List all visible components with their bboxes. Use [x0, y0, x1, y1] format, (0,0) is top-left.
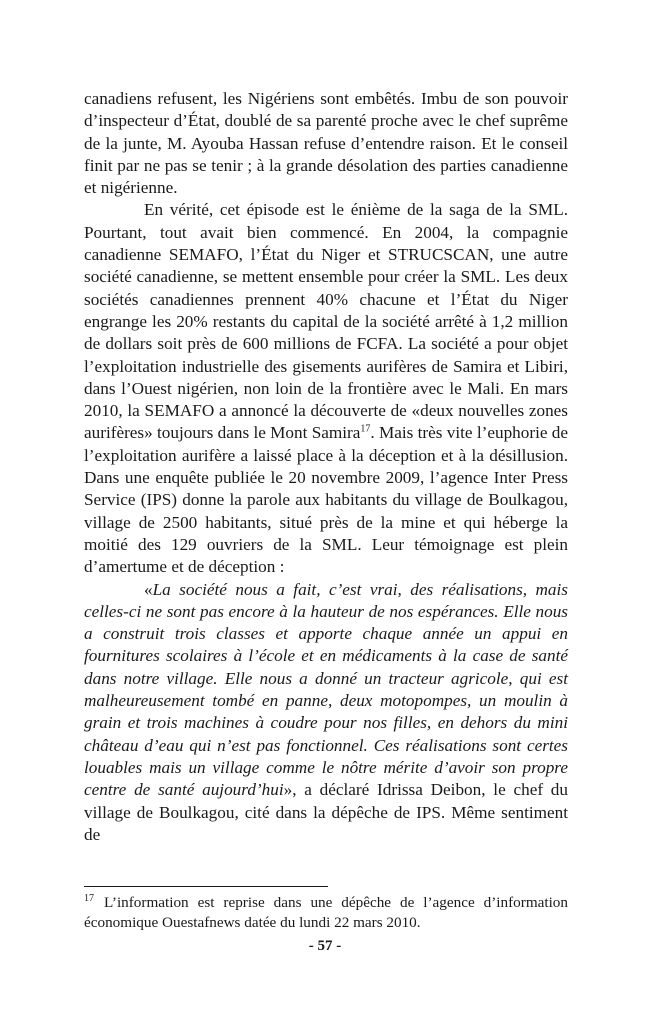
- paragraph-3-text: », a déclaré Idrissa Deibon, le chef du village de Boulkagou, cité dans la dépêche de IPS. Même sentiment de: [84, 780, 568, 844]
- footnote-number: 17: [84, 892, 94, 904]
- footnote-text: L’information est reprise dans une dépêche de l’agence d’information économique Ouestafnews datée du lundi 22 mars 2010.: [84, 894, 568, 931]
- paragraph-2-text-b: . Mais très vite l’euphorie de l’exploitation aurifère a laissé place à la déception et à la désillusion. Dans une enquête publiée le 20 novembre 2009, l’agence Inter Press Service (IPS) donne la parole aux habitants du village de Boulkagou, village de 2500 habitants, situé près de la mine et qui héberge la moitié des 129 ouvriers de la SML. Leur témoignage est plein d’amertume et de déception :: [84, 423, 568, 577]
- paragraph-2-text-a: En vérité, cet épisode est le énième de la saga de la SML. Pourtant, tout avait bien commencé. En 2004, la compagnie canadienne SEMAFO, l’État du Niger et STRUCSCAN, une autre société canadienne, se mettent ensemble pour créer la SML. Les deux sociétés canadiennes prennent 40% chacune et l’État du Niger engrange les 20% restants du capital de la société arrêté à 1,2 million de dollars soit près de 600 millions de FCFA. La société a pour objet l’exploitation industrielle des gisements aurifères de Samira et Libiri, dans l’Ouest nigérien, non loin de la frontière avec le Mali. En mars 2010, la SEMAFO a annoncé la découverte de «deux nouvelles zones aurifères» toujours dans le Mont Samira: [84, 200, 568, 443]
- footnote: [84, 893, 568, 933]
- footnote-divider: [84, 886, 328, 887]
- page-body: [84, 88, 568, 846]
- quote-italic-text: La société nous a fait, c’est vrai, des réalisations, mais celles-ci ne sont pas encore à la hauteur de nos espérances. Elle nous a construit trois classes et apporte chaque année un appui en fournitures scolaires à l’école et en médicaments à la case de santé dans notre village. Elle nous a donné un tracteur agricole, qui est malheureusement tombé en panne, deux motopompes, un moulin à grain et trois machines à coudre pour nos filles, en dehors du mini château d’eau qui n’est pas fonctionnel. Ces réalisations sont certes louables mais un village comme le nôtre mérite d’avoir son propre centre de santé aujourd’hui: [84, 579, 568, 800]
- paragraph-2: [84, 199, 568, 578]
- paragraph-1: [84, 88, 568, 199]
- quote-open-mark: «: [144, 579, 153, 599]
- paragraph-1-text: canadiens refusent, les Nigériens sont embêtés. Imbu de son pouvoir d’inspecteur d’État, doublé de sa parenté proche avec le chef suprême de la junte, M. Ayouba Hassan refuse d’entendre raison. Et le conseil finit par ne pas se tenir ; à la grande désolation des parties canadienne et nigérienne.: [84, 89, 568, 198]
- footnote-reference[interactable]: 17: [360, 423, 371, 435]
- page-number: - 57 -: [308, 938, 342, 954]
- paragraph-3-quote: [84, 579, 568, 847]
